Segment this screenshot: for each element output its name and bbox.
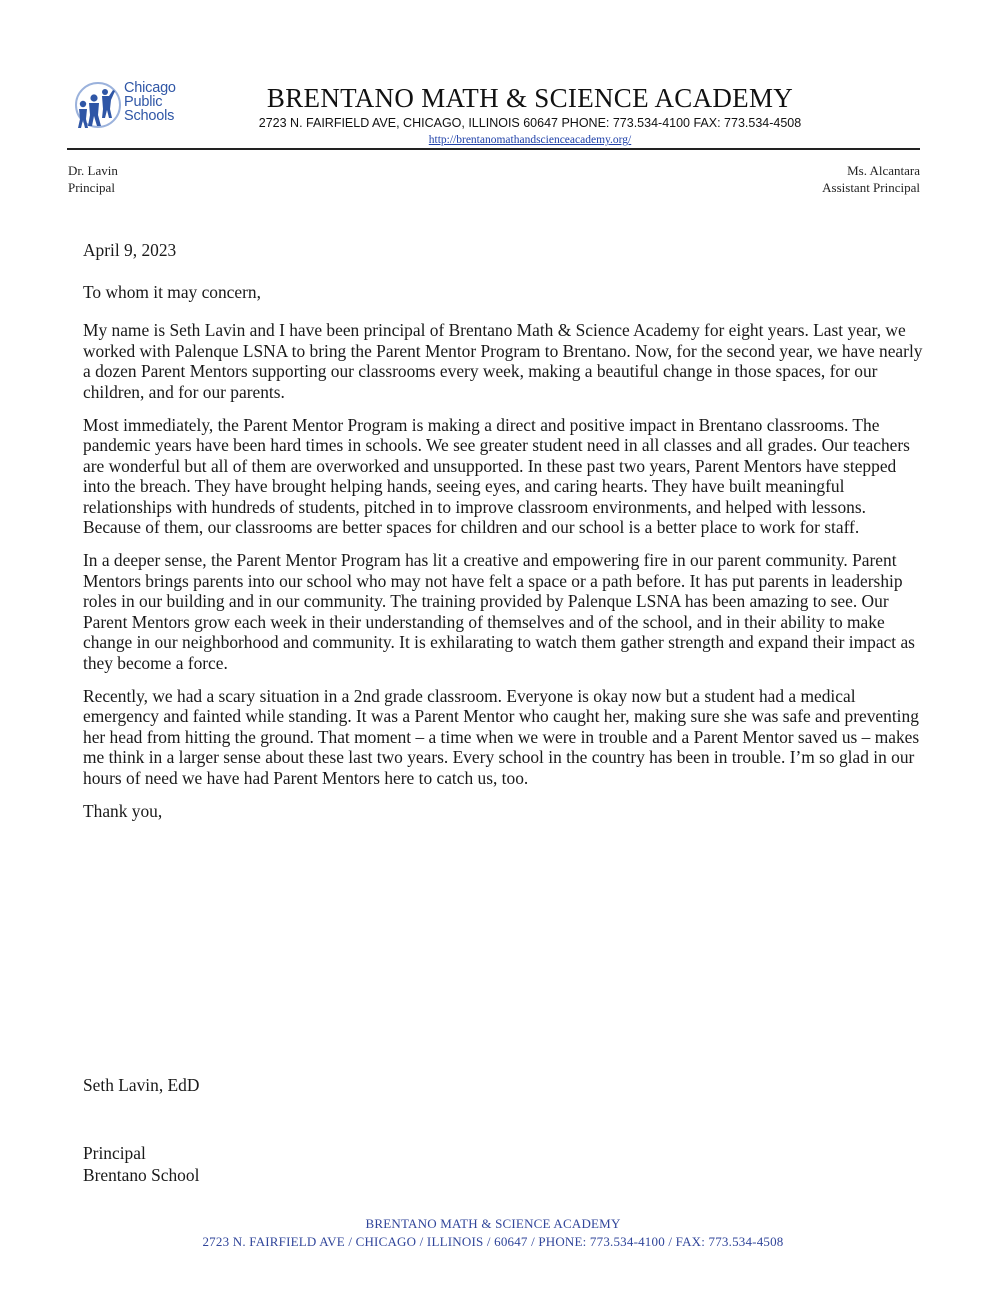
letter-salutation: To whom it may concern,: [83, 281, 261, 302]
logo-line-chicago: Chicago: [124, 80, 176, 96]
principal-block: [68, 162, 118, 196]
letter-date: April 9, 2023: [83, 240, 177, 260]
assistant-principal-block: [822, 162, 920, 196]
cps-figures-icon: [72, 80, 122, 136]
assistant-principal-title: Assistant Principal: [822, 180, 920, 195]
letter-body: [83, 240, 923, 821]
signature-title: Principal: [83, 1143, 146, 1163]
principal-title: Principal: [68, 180, 115, 195]
school-website-link[interactable]: http://brentanomathandscienceacademy.org/: [428, 134, 632, 146]
footer-address: 2723 N. FAIRFIELD AVE / CHICAGO / ILLINOIS / 60647 / PHONE: 773.534-4100 / FAX: 773.534-4508: [202, 1234, 784, 1249]
letter-paragraph: Most immediately, the Parent Mentor Program is making a direct and positive impact in Brentano classrooms. The pandemic years have been hard times in schools. We see greater student need in all classes and all grades. Our teachers are wonderful but all of them are overworked and unsupported. In these past two years, Parent Mentors have stepped into the breach. They have brought helping hands, seeing eyes, and caring hearts. They have built meaningful relationships with hundreds of students, pitched in to improve classroom environments, and helped with lessons. Because of them, our classrooms are better spaces for children and our school is a better place to work for staff.: [83, 414, 910, 537]
signature-name: Seth Lavin, EdD: [83, 1075, 200, 1095]
logo-line-schools: Schools: [124, 108, 175, 124]
signature-block: [83, 1143, 199, 1186]
letter-closing: Thank you,: [83, 800, 163, 821]
letter-paragraph: Recently, we had a scary situation in a 2nd grade classroom. Everyone is okay now but a student had a medical emergency and fainted while standing. It was a Parent Mentor who caught her, making sure she was safe and preventing her head from hitting the ground. That moment – a time when we were in trouble and a Parent Mentor saved us – makes me think in a larger sense about these last two years. Every school in the country has been in trouble. I’m so glad in our hours of need we have had Parent Mentors here to catch us, too.: [83, 685, 920, 788]
chicago-public-schools-logo: [72, 80, 202, 136]
school-name-heading: BRENTANO MATH & SCIENCE ACADEMY: [266, 83, 794, 113]
logo-line-public: Public: [124, 94, 163, 110]
principal-name: Dr. Lavin: [68, 163, 118, 178]
assistant-principal-name: Ms. Alcantara: [847, 163, 920, 178]
signature-organization: Brentano School: [83, 1164, 200, 1185]
letterhead-divider: [67, 148, 920, 150]
footer-school-name: BRENTANO MATH & SCIENCE ACADEMY: [365, 1216, 621, 1231]
logo-wordmark: [124, 81, 176, 123]
letter-paragraph: My name is Seth Lavin and I have been principal of Brentano Math & Science Academy for eight years. Last year, we worked with Palenque LSNA to bring the Parent Mentor Program to Brentano. Now, for the second year, we have nearly a dozen Parent Mentors supporting our classrooms every week, making a beautiful change in those spaces, for our children, and for our parents.: [83, 320, 923, 402]
letter-paragraph: In a deeper sense, the Parent Mentor Program has lit a creative and empowering fire in our parent community. Parent Mentors brings parents into our school who may not have felt a space or a path before. It has put parents in leadership roles in our building and in our community. The training provided by Palenque LSNA has been amazing to see. Our Parent Mentors grow each week in their understanding of themselves and of the school, and in their ability to make change in our neighborhood and community. It is exhilarating to watch them gather strength and expand their impact as they become a force.: [83, 550, 915, 673]
school-address-line: 2723 N. FAIRFIELD AVE, CHICAGO, ILLINOIS 60647 PHONE: 773.534-4100 FAX: 773.534-4508: [258, 116, 802, 130]
